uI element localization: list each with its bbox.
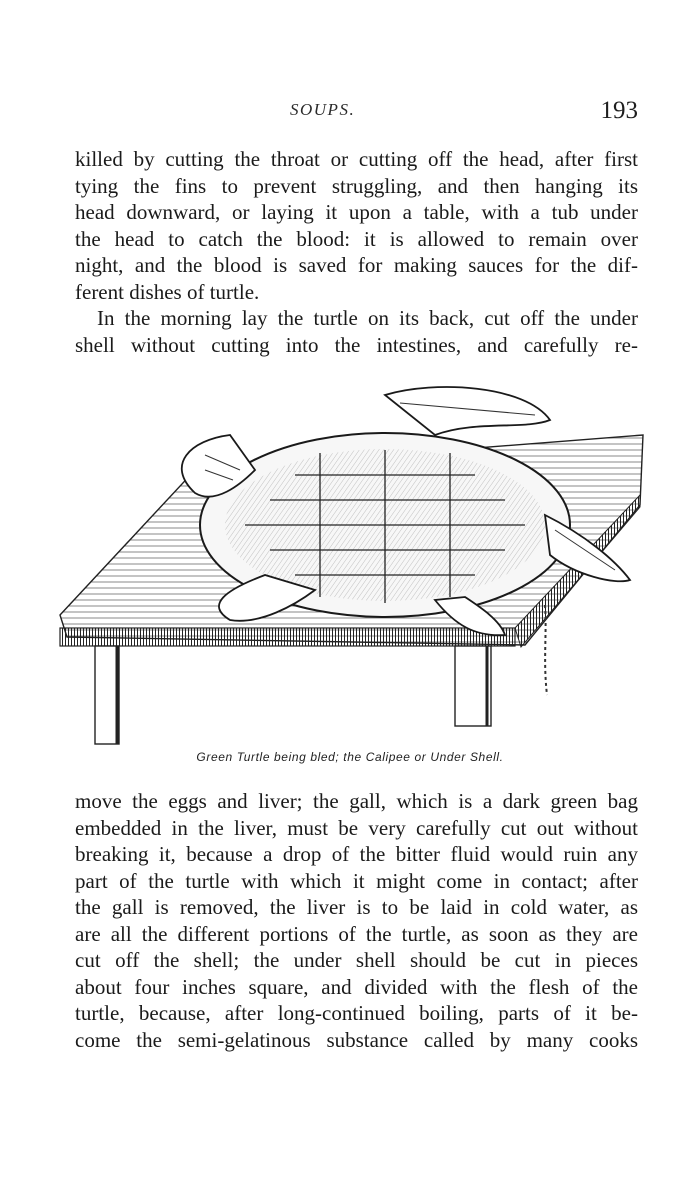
text-line: turtle, because, after long-continued boiling, parts of it be- bbox=[75, 1001, 638, 1025]
text-line: shell without cutting into the intestines, and carefully re- bbox=[75, 332, 638, 357]
page-number: 193 bbox=[600, 97, 638, 124]
text-line: ferent dishes of turtle. bbox=[75, 279, 260, 304]
text-line: embedded in the liver, must be very carefully cut out without bbox=[75, 815, 638, 840]
text-line: killed by cutting the throat or cutting off the head, after first bbox=[75, 147, 638, 171]
text-line: the head to catch the blood: it is allowed to remain over bbox=[75, 226, 638, 251]
text-line: night, and the blood is saved for making sauces for the dif- bbox=[75, 253, 638, 277]
text-line: move the eggs and liver; the gall, which is a dark green bag bbox=[75, 789, 638, 813]
text-line: are all the different portions of the turtle, as soon as they are bbox=[75, 921, 638, 946]
text-line: cut off the shell; the under shell should be cut in pieces bbox=[75, 948, 638, 972]
turtle-illustration bbox=[55, 375, 655, 750]
text-line: the gall is removed, the liver is to be laid in cold water, as bbox=[75, 895, 638, 919]
text-line: part of the turtle with which it might come in contact; after bbox=[75, 868, 638, 893]
paragraph-top bbox=[75, 146, 638, 358]
text-line: tying the fins to prevent struggling, and then hanging its bbox=[75, 173, 638, 198]
text-line: breaking it, because a drop of the bitter fluid would ruin any bbox=[75, 842, 638, 866]
running-head: SOUPS. bbox=[290, 100, 356, 119]
text-line: come the semi-gelatinous substance called by many cooks bbox=[75, 1027, 638, 1052]
text-line: In the morning lay the turtle on its back, cut off the under bbox=[97, 306, 638, 330]
figure-caption: Green Turtle being bled; the Calipee or Under Shell. bbox=[196, 750, 504, 764]
text-line: about four inches square, and divided with the flesh of the bbox=[75, 974, 638, 999]
paragraph-bottom bbox=[75, 788, 638, 1053]
text-line: head downward, or laying it upon a table, with a tub under bbox=[75, 200, 638, 224]
